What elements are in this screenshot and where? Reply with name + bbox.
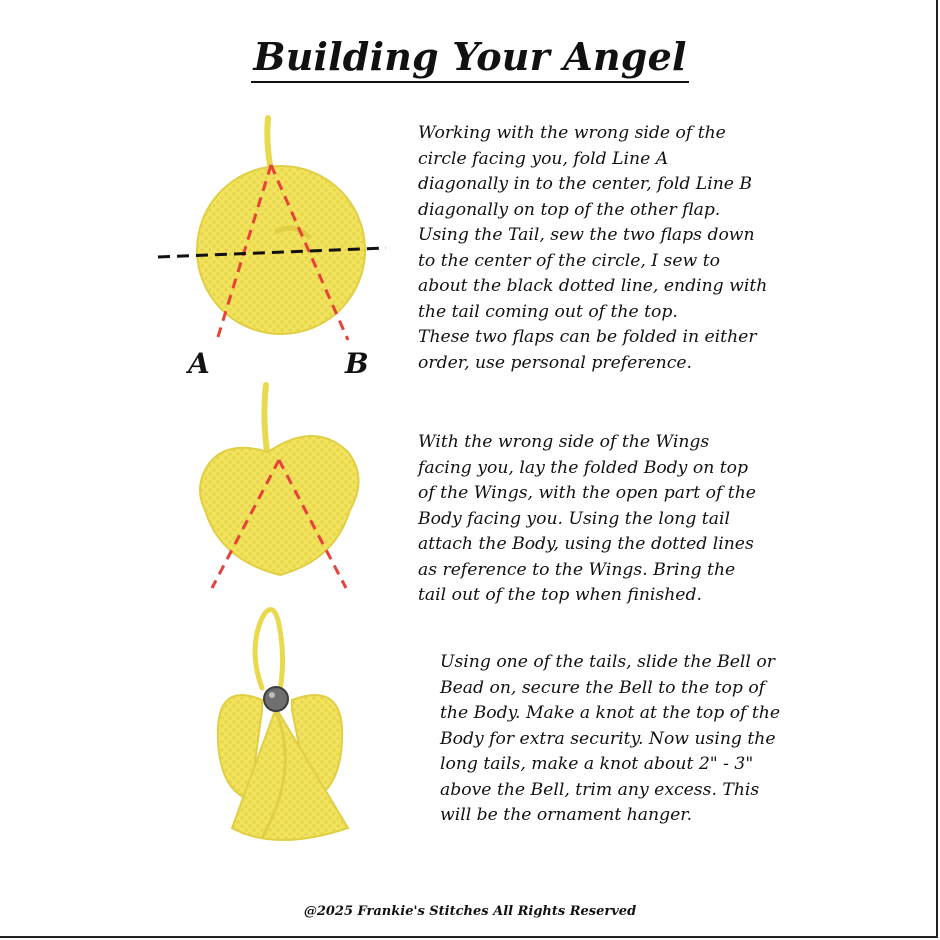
bell-highlight bbox=[269, 692, 275, 698]
step2-instructions: With the wrong side of the Wings facing you, lay the folded Body on top of the Wings, with the open part of the Body facing you. Using the long tail attach the Body, using the dotted lines as reference to the Wings. Bring the tail out of the top when finished. bbox=[418, 432, 756, 605]
line-b-label: B bbox=[345, 347, 369, 380]
page-title-text: Building Your Angel bbox=[251, 34, 688, 83]
step1-instructions: Working with the wrong side of the circle facing you, fold Line A diagonally in to the center, fold Line B diagonally on top of the other flap. Using the Tail, sew the two flaps down to the center of the circle, I sew to about the black dotted line, ending with the tail coming out of the top. These two flaps can be folded in either order, use personal preference. bbox=[418, 123, 768, 373]
step2-wings-image bbox=[200, 385, 359, 588]
copyright-notice: @2025 Frankie's Stitches All Rights Reserved bbox=[303, 904, 637, 919]
step3-angel-image bbox=[218, 609, 348, 840]
step2-tail bbox=[264, 385, 268, 458]
step2-wings bbox=[200, 436, 359, 575]
hanger-loop bbox=[255, 609, 283, 690]
bell-icon bbox=[264, 687, 288, 711]
step3-instructions: Using one of the tails, slide the Bell or Bead on, secure the Bell to the top of the Body. Make a knot at the top of the Body for extra security. Now using the long tails, make a knot about 2" - 3" above the Bell, trim any excess. This will be the ornament hanger. bbox=[440, 652, 781, 825]
line-a-label: A bbox=[188, 347, 210, 380]
step1-circle-image bbox=[158, 118, 386, 340]
step1-tail bbox=[267, 118, 270, 165]
